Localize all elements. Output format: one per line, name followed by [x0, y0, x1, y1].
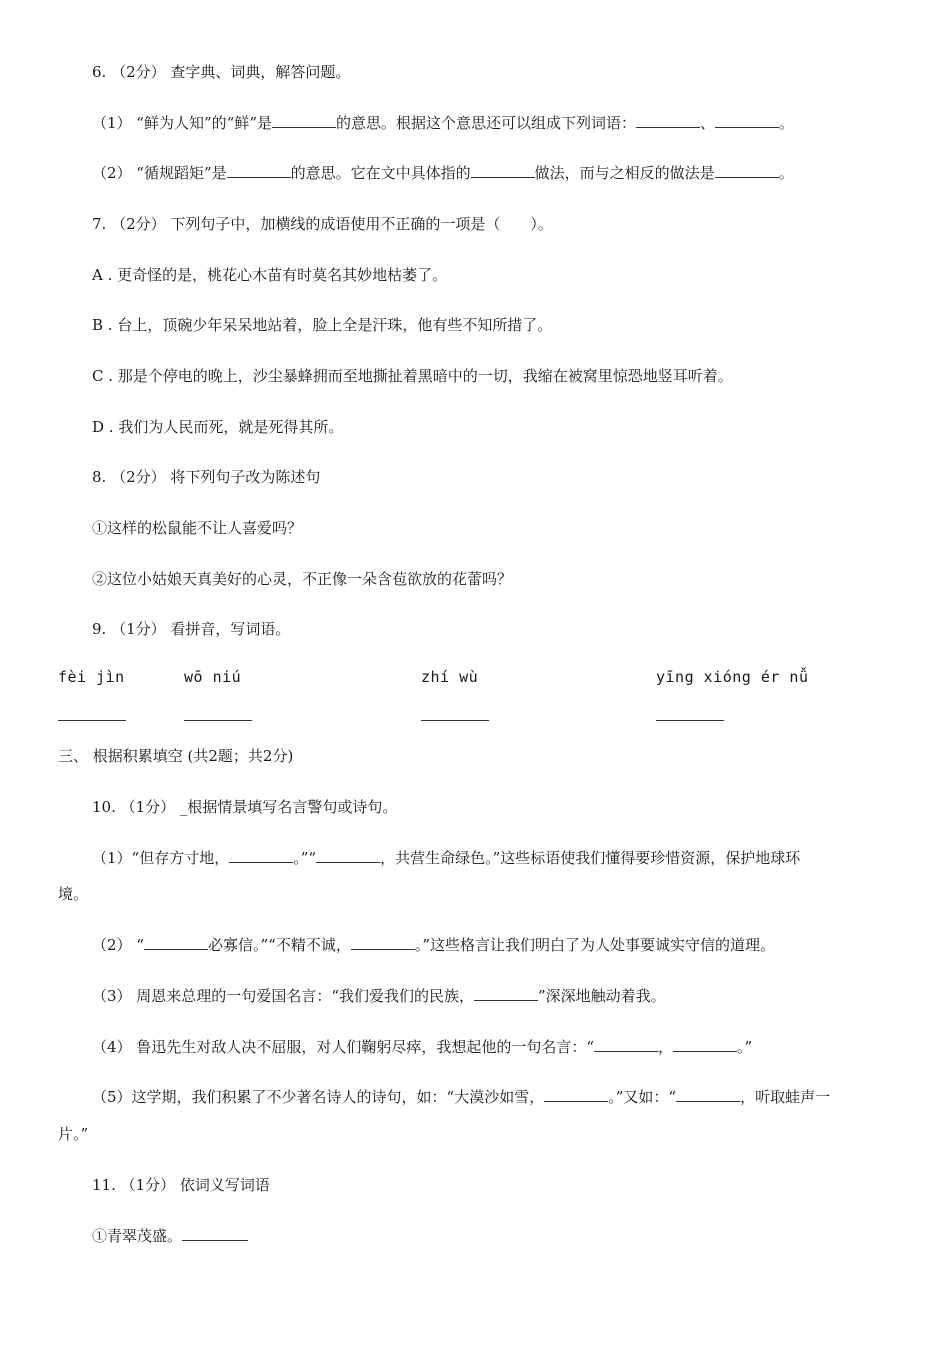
pinyin-1: fèi jìn	[58, 668, 125, 686]
q6-part2-text-a: （2） “循规蹈矩”是	[92, 164, 227, 182]
q10-part2	[92, 935, 775, 955]
answer-blank[interactable]	[474, 986, 538, 1001]
q6-part2-text-d: 。	[778, 164, 794, 182]
q10-part1-text-a: （1）“但存方寸地，	[92, 849, 230, 867]
q8-title: 8. （2分） 将下列句子改为陈述句	[92, 468, 321, 486]
q6-part2-text-b: 的意思。它在文中具体指的	[290, 164, 471, 182]
q10-part1	[92, 848, 800, 868]
pinyin-answer-blank-4[interactable]	[656, 720, 724, 721]
q11-title: 11. （1分） 依词义写词语	[92, 1176, 270, 1194]
q6-part1-text-d: 。	[779, 114, 795, 132]
q10-part4-text-c: 。”	[737, 1038, 753, 1056]
answer-blank[interactable]	[471, 163, 535, 178]
q8-sentence-2: ②这位小姑娘天真美好的心灵，不正像一朵含苞欲放的花蕾吗？	[92, 570, 513, 588]
q10-part2-text-b: 必寡信。”“不精不诚，	[207, 936, 351, 954]
q10-part3-text-b: ”深深地触动着我。	[537, 987, 666, 1005]
q6-title: 6. （2分） 查字典、词典，解答问题。	[92, 63, 351, 81]
q8-sentence-1: ①这样的松鼠能不让人喜爱吗？	[92, 519, 303, 537]
q7-option-a[interactable]: A . 更奇怪的是，桃花心木苗有时莫名其妙地枯萎了。	[92, 266, 448, 284]
q10-part2-text-a: （2） “	[92, 936, 144, 954]
answer-blank[interactable]	[182, 1226, 248, 1241]
q11-item-1	[92, 1226, 248, 1246]
q10-part2-text-c: 。”这些格言让我们明白了为人处事要诚实守信的道理。	[414, 936, 775, 954]
q10-part1-wrap: 境。	[58, 885, 89, 903]
q10-part1-text-b: 。”“	[293, 849, 317, 867]
q7-option-d[interactable]: D . 我们为人民而死，就是死得其所。	[92, 418, 344, 436]
q10-part4	[92, 1037, 752, 1057]
q9-title: 9. （1分） 看拼音，写词语。	[92, 620, 291, 638]
answer-blank[interactable]	[316, 848, 380, 863]
q7-option-b[interactable]: B . 台上，顶碗少年呆呆地站着，脸上全是汗珠，他有些不知所措了。	[92, 316, 553, 334]
pinyin-answer-blank-1[interactable]	[58, 720, 126, 721]
pinyin-3: zhí wù	[421, 668, 479, 686]
pinyin-answer-blank-3[interactable]	[421, 720, 489, 721]
q7-option-c[interactable]: C . 那是个停电的晚上，沙尘暴蜂拥而至地撕扯着黑暗中的一切，我缩在被窝里惊恐地竖耳听着。	[92, 367, 733, 385]
pinyin-2: wō niú	[184, 668, 242, 686]
q7-title: 7. （2分） 下列句子中，加横线的成语使用不正确的一项是（ ）。	[92, 215, 553, 233]
q10-part5-text-b: 。”又如：“	[608, 1088, 677, 1106]
answer-blank[interactable]	[715, 113, 779, 128]
answer-blank[interactable]	[636, 113, 700, 128]
q10-part4-text-a: （4） 鲁迅先生对敌人决不屈服，对人们鞠躬尽瘁，我想起他的一句名言：“	[92, 1038, 594, 1056]
q6-part1-text-a: （1） “鲜为人知”的“鲜”是	[92, 114, 272, 132]
answer-blank[interactable]	[227, 163, 291, 178]
q10-part3-text-a: （3） 周恩来总理的一句爱国名言：“我们爱我们的民族，	[92, 987, 474, 1005]
q10-part5-text-a: （5）这学期，我们积累了不少著名诗人的诗句，如：“大漠沙如雪，	[92, 1088, 545, 1106]
q10-part5-wrap: 片。”	[58, 1125, 89, 1143]
answer-blank[interactable]	[351, 935, 415, 950]
q6-part1	[92, 113, 794, 133]
answer-blank[interactable]	[715, 163, 779, 178]
pinyin-4: yīng xióng ér nǚ	[656, 668, 809, 686]
q6-part1-text-c: 、	[700, 114, 716, 132]
q11-item-1-text: ①青翠茂盛。	[92, 1227, 183, 1245]
q6-part1-text-b: 的意思。根据这个意思还可以组成下列词语：	[336, 114, 637, 132]
answer-blank[interactable]	[272, 113, 336, 128]
q10-part3	[92, 986, 666, 1006]
answer-blank[interactable]	[676, 1087, 740, 1102]
answer-blank[interactable]	[673, 1037, 737, 1052]
section-3-heading: 三、 根据积累填空 (共2题；共2分)	[58, 747, 294, 765]
answer-blank[interactable]	[229, 848, 293, 863]
answer-blank[interactable]	[594, 1037, 658, 1052]
q10-title: 10. （1分） _根据情景填写名言警句或诗句。	[92, 798, 398, 816]
q10-part5	[92, 1087, 830, 1107]
pinyin-answer-blank-2[interactable]	[184, 720, 252, 721]
answer-blank[interactable]	[544, 1087, 608, 1102]
q6-part2-text-c: 做法，而与之相反的做法是	[534, 164, 715, 182]
q6-part2	[92, 163, 794, 183]
q10-part5-text-c: ，听取蛙声一	[740, 1088, 831, 1106]
q10-part4-text-b: ，	[657, 1038, 673, 1056]
q10-part1-text-c: ，共营生命绿色。”这些标语使我们懂得要珍惜资源，保护地球环	[380, 849, 801, 867]
answer-blank[interactable]	[144, 935, 208, 950]
